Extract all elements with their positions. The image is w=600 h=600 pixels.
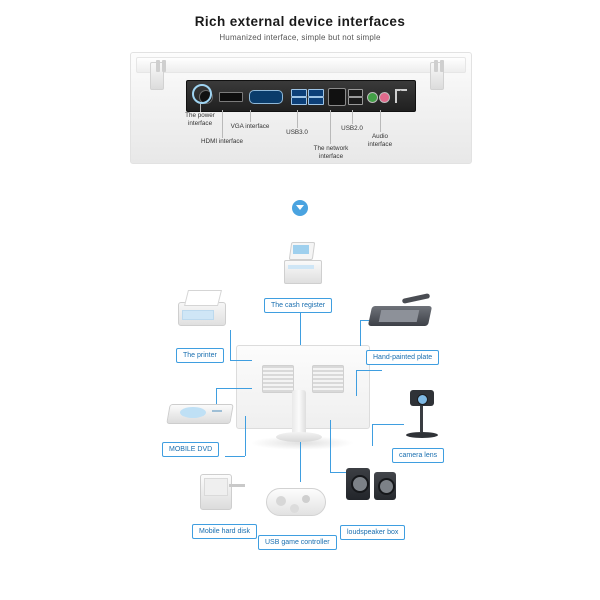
- device-top-edge: [136, 57, 466, 73]
- audio-jack-green-icon: [367, 92, 378, 103]
- graphics-tablet-image: [368, 296, 434, 330]
- mobile-dvd-image: [166, 396, 232, 430]
- audio-jack-pink-icon: [379, 92, 390, 103]
- printer-image: [170, 288, 232, 332]
- label-audio-interface: Audio interface: [367, 133, 393, 148]
- usb30-port-icon: [308, 97, 324, 105]
- monitor-base: [276, 432, 322, 442]
- label-network-interface: The network interface: [313, 145, 349, 160]
- io-port-plate: [186, 80, 416, 112]
- label-vga-interface: VGA interface: [230, 123, 270, 130]
- label-hdmi-interface: HDMI interface: [201, 138, 243, 145]
- page-subtitle: Humanized interface, simple but not simple: [219, 33, 381, 42]
- mobile-hard-disk-image: [196, 470, 248, 512]
- label-usb30: USB3.0: [286, 129, 308, 136]
- usb20-port-icon: [348, 97, 363, 105]
- leader-line: [250, 110, 251, 122]
- page-title: Rich external device interfaces: [194, 14, 406, 29]
- vent-slot: [162, 60, 166, 72]
- speaker-grill: [262, 365, 294, 393]
- vga-port-icon: [249, 90, 283, 104]
- loudspeaker-image: [344, 462, 406, 506]
- power-port-highlight: [192, 84, 212, 104]
- monitor-stand: [292, 390, 306, 438]
- vent-slot: [434, 60, 438, 72]
- connector-line: [230, 360, 252, 361]
- connector-line: [230, 330, 231, 360]
- vent-slot: [156, 60, 160, 72]
- label-usb20: USB2.0: [341, 125, 363, 132]
- network-port-icon: [328, 88, 346, 106]
- connector-line: [360, 320, 361, 346]
- label-power-interface: The power interface: [185, 112, 215, 127]
- label-mobile-hard-disk: Mobile hard disk: [192, 524, 257, 539]
- usb20-port-icon: [348, 89, 363, 97]
- usb30-port-icon: [308, 89, 324, 97]
- mounting-bracket-icon: [395, 89, 411, 107]
- leader-line: [297, 110, 298, 128]
- leader-line: [200, 104, 201, 112]
- leader-line: [352, 110, 353, 124]
- connector-line: [225, 456, 245, 457]
- connector-line: [330, 420, 331, 472]
- usb30-port-icon: [291, 97, 307, 105]
- usb30-port-icon: [291, 89, 307, 97]
- connector-line: [245, 416, 246, 456]
- game-controller-image: [264, 482, 328, 520]
- speaker-grill: [312, 365, 344, 393]
- label-printer: The printer: [176, 348, 224, 363]
- connector-line: [216, 388, 252, 389]
- label-hand-painted-plate: Hand-painted plate: [366, 350, 439, 365]
- label-loudspeaker-box: loudspeaker box: [340, 525, 405, 540]
- hdmi-port-icon: [219, 92, 243, 102]
- label-cash-register: The cash register: [264, 298, 332, 313]
- connector-line: [300, 442, 301, 482]
- leader-line: [330, 110, 331, 144]
- connector-line: [356, 370, 357, 396]
- connector-line: [356, 370, 382, 371]
- label-mobile-dvd: MOBILE DVD: [162, 442, 219, 457]
- connector-line: [372, 424, 373, 446]
- leader-line: [380, 110, 381, 132]
- webcam-image: [398, 388, 444, 444]
- vent-slot: [440, 60, 444, 72]
- label-usb-game-controller: USB game controller: [258, 535, 337, 550]
- label-camera-lens: camera lens: [392, 448, 444, 463]
- scroll-down-arrow-icon: [292, 200, 308, 216]
- cash-register-image: [278, 238, 324, 286]
